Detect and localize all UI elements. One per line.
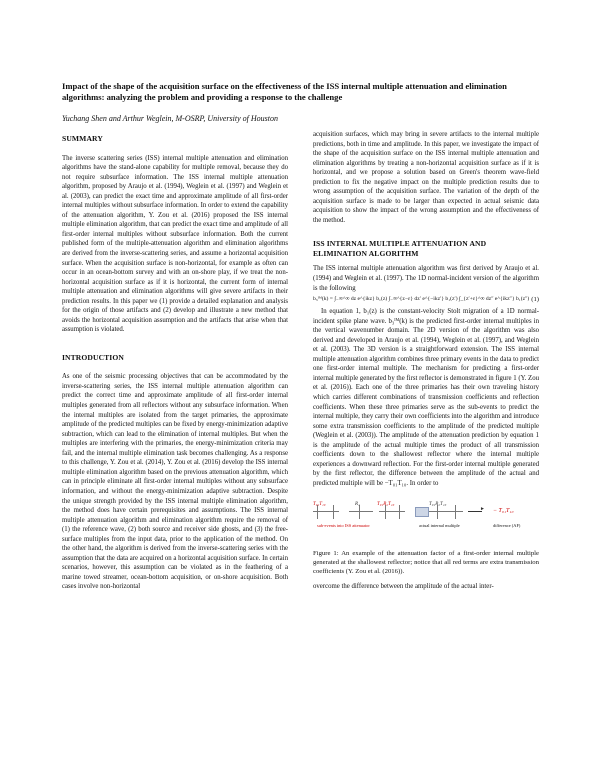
label-sub-events: sub-events into ISS attenuator: [317, 522, 370, 528]
introduction-heading: INTRODUCTION: [62, 352, 124, 362]
iss-section-heading: ISS INTERNAL MULTIPLE ATTENUATION AND ELIMINATION ALGORITHM: [313, 239, 487, 258]
iss-paragraph-1: The ISS internal multiple attenuation algorithm was first derived by Araujo et al. (1994) and Weglein et al. (1997). The 1D normal-incident version of the algorithm is the following: [313, 265, 539, 292]
left-column: [62, 130, 288, 592]
figure-caption: Figure 1: An example of the attenuation factor of a first-order internal multiple generated at the shallowest reflector; notice that all red terms are extra transmission coefficients (Y. Zou et al. (2016)).: [313, 549, 539, 575]
arrow-icon: ►: [480, 506, 485, 512]
equation-number: (1): [531, 296, 539, 304]
right-intro-paragraph: acquisition surfaces, which may bring in severe artifacts to the internal multiple predictions, both in time and amplitude. In this paper, we investigate the impact of the shape of the acquisition surface on the ISS internal multiple attenuation and elimination algorithms by treating a non-horizontal acquisition surface as if it is horizontal, and we propose a solution based on Green's theorem wave-field prediction to fix the negative impact on the multiple prediction results due to wrong assumption of the acquisition surface. The variation of the depth of the acquisition surface is made to be larger than expected in actual seismic data acquisition to show the impact of the wrong assumption and the effectiveness of the method.: [313, 131, 539, 224]
paper-title: Impact of the shape of the acquisition surface on the effectiveness of the ISS internal multiple attenuation and elimination algorithms: analyzing the problem and providing a response to the challenge: [62, 81, 507, 102]
equation-body: b₃ᴵᴹ(k) = ∫₋∞^∞ dz e^{ikz} b₁(z) ∫₋∞^{z−ε} dz′ e^{−ikz′} b₁(z′) ∫_{z′+ε}^∞ dz″ e^{ikz″} b₁(z″): [313, 296, 530, 303]
label-actual: actual internal multiple: [419, 522, 460, 528]
label-difference: difference (AF): [493, 522, 521, 528]
term-t2: R₁: [355, 501, 360, 507]
term-diff: − T₀₁T₁₀: [493, 507, 514, 514]
summary-heading: SUMMARY: [62, 134, 103, 143]
term-t3: T₀₁R₂T₁₀: [377, 501, 395, 507]
iss-paragraph-2: In equation 1, b₁(z) is the constant-velocity Stolt migration of a 1D normal-incident spike plane wave. b₃ᴵᴹ(k) is the predicted first-order internal multiples in the vertical wavenumber domain. The 2D version of the algorithm was also derived and developed in Araujo et al. (1994), Weglein et al. (1997), and Weglein et al. (2003). The 3D version is a straightforward extension. The ISS internal multiple attenuation algorithm combines three primary events in the data to predict one first-order internal multiple. The mechanism for predicting a first-order internal multiple generated by the first reflector is demonstrated in figure 1 (Y. Zou et al. (2016)). Each one of the three primaries has their own traveling history which carries different combinations of transmission coefficients and reflection coefficients. When these three primaries serve as the sub-events to predict the internal multiple, they carry their own coefficients into the algorithm and introduce some extra transmission coefficients to the amplitude of the predicted multiple (Weglein et al. (2003)). The amplitude of the attenuation prediction by equation 1 is the amplitude of the actual multiple times the product of all transmission coefficients down to the shallowest reflector where the internal multiple experiences a downward reflection. For the first-order internal multiple generated by the first reflector, the difference between the amplitude of the actual and predicted multiple will be −T₀₁T₁₀. In order to: [313, 308, 539, 487]
right-column: [313, 130, 539, 591]
equation-1: [313, 295, 539, 304]
introduction-paragraph: As one of the seismic processing objectives that can be accommodated by the inverse-scattering series, the ISS internal multiple attenuation algorithm can predict the correct time and approximate amplitude of all first-order internal multiples generated from all reflectors without any subsurface information. When the internal multiples are isolated from the target primaries, the approximate amplitude of the predicted multiples can be fixed by energy-minimization adaptive subtraction, which can lead to the elimination of internal multiples. But when the multiples are interfering with the primaries, the energy-minimization criteria may fail, and the internal multiple elimination task becomes challenging. As a response to this challenge, Y. Zou et al. (2014), Y. Zou et al. (2016) develop the ISS internal multiple elimination algorithm based on the previous attenuation algorithm, which can in principle eliminate all first-order internal multiples without any subsurface information, and without the energy-minimization adaptive subtraction. Despite the unique strength provided by the ISS internal multiple elimination algorithm, the method does have certain prerequisites and assumptions. The ISS internal multiple attenuation algorithm and elimination algorithm require the removal of (1) the reference wave, (2) both source and receiver side ghosts, and (3) the free-surface multiples from the input data, prior to the application of the method. On the other hand, the algorithm is derived from the inverse-scattering series with the assumption that the data are acquired on a horizontal acquisition surface. In certain scenarios, however, this assumption can be violated as in the feathering of a marine towed streamer, ocean-bottom acquisition, or on-shore acquisition. Both cases involve non-horizontal: [62, 373, 288, 591]
closing-paragraph: overcome the difference between the amplitude of the actual inter-: [313, 582, 494, 590]
figure-1: [313, 495, 539, 545]
paper-authors: Yuchang Shen and Arthur Weglein, M-OSRP, University of Houston: [62, 114, 278, 123]
summary-paragraph: The inverse scattering series (ISS) internal multiple attenuation and elimination algorithms have the stand-alone capability for multiple removal, because they do not require subsurface information. The ISS internal multiple attenuation algorithm, proposed by Araujo et al. (1994), Weglein et al. (1997) and Weglein et al. (2003), can predict the exact time and approximate amplitude of all first-order internal multiples without subsurface information. In order to extend the capability of the attenuation algorithm, Y. Zou et al. (2016) proposed the ISS internal multiple elimination algorithm, that can predict the exact time and amplitude of all first-order internal multiples without subsurface information. Both the current published form of the multiple-attenuation algorithm and elimination algorithms are derived from the inverse-scattering series, and assume a horizontal acquisition surface. When the acquisition surface is non-horizontal, for example as often can occur in an ocean-bottom survey and with an on-shore play, if we treat the non-horizontal acquisition surface as if it is horizontal, the current form of internal multiple attenuation and elimination algorithms will give severe artifacts in their prediction results. In this paper we (1) provide a detailed explanation and analysis for the origin of those artifacts and (2) develop and illustrate a new method that avoids the horizontal acquisition assumption and the artifacts that arise when that assumption is violated.: [62, 154, 288, 334]
term-t4: T₀₁R₂T₁₀: [429, 501, 447, 507]
term-t1: T₀₁T₁₀: [313, 501, 326, 507]
figure-diagram: [313, 503, 539, 529]
